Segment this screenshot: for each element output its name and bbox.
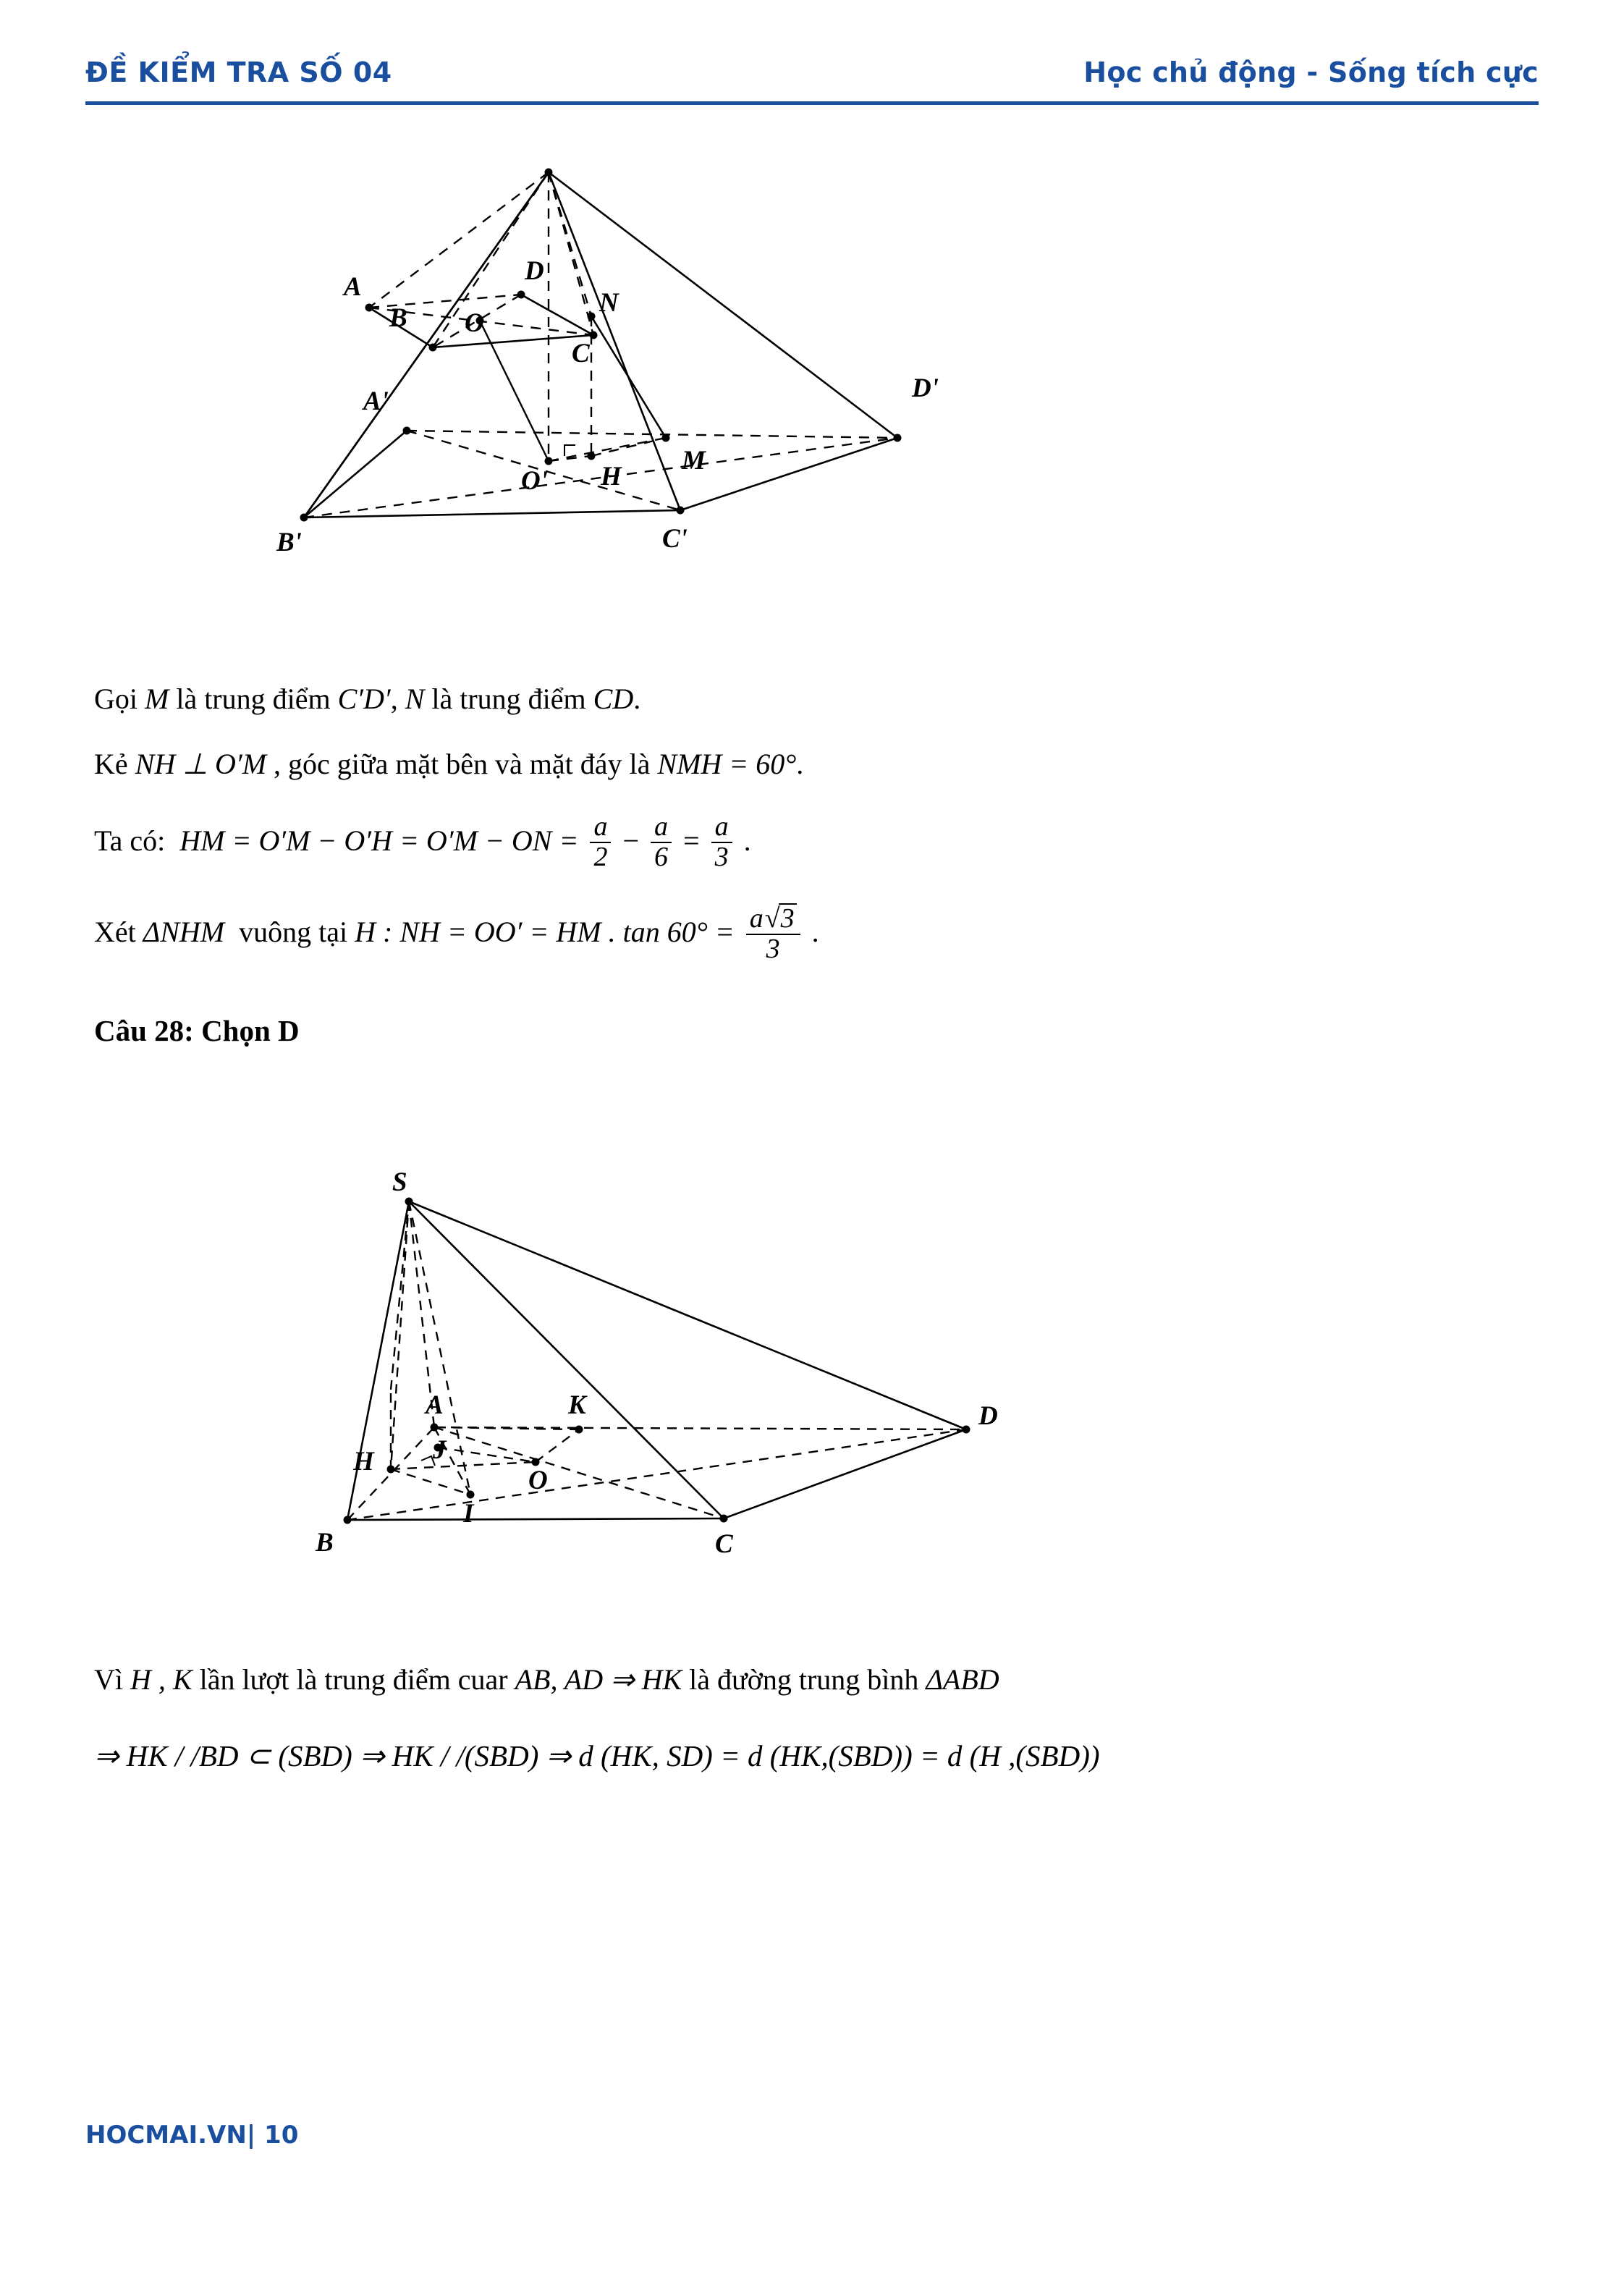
line5-text-c: là đường trung bình [689,1663,919,1696]
fraction-a-over-3 [711,813,732,872]
line2-text-a: Kẻ [94,748,128,780]
figure1-label-B-prime: B' [276,528,302,557]
figure1-label-B: B [389,303,407,333]
figure1-label-C-prime: C' [662,524,688,554]
figure1-label-A-prime: A' [363,386,389,416]
fraction-a-over-6-numerator: a [651,813,672,843]
figure1-label-N: N [599,288,619,318]
figure2-label-S: S [392,1167,407,1197]
line1-text-d: là trung điểm [431,683,586,715]
fraction-a-over-6 [651,813,672,872]
figure2-label-K: K [568,1390,586,1420]
line4-text-a: Xét [94,916,136,949]
header-exam-title: ĐỀ KIỂM TRA SỐ 04 [85,56,392,88]
line1-seg-cd: CD [593,683,634,715]
line1-period: . [633,683,641,715]
page-header [85,56,1539,119]
paragraph-line-4 [94,905,819,966]
line4-period: . [811,916,819,949]
header-divider [85,101,1539,105]
line5-expr-abad: AB, AD ⇒ HK [515,1663,682,1696]
fraction-a-sqrt3-numerator [746,903,800,935]
paragraph-line-6: ⇒ HK / /BD ⊂ (SBD) ⇒ HK / /(SBD) ⇒ d (HK, SD) = d (HK,(SBD)) = d (H ,(SBD)) [94,1739,1100,1772]
figure1-label-H: H [601,462,622,491]
header-slogan: Học chủ động - Sống tích cực [1083,56,1539,88]
fraction-a-over-2-numerator: a [590,813,611,843]
figure2-label-B: B [316,1528,334,1558]
line1-text-b: là trung điểm [176,683,331,715]
figure2-label-I: I [463,1499,474,1529]
sqrt-radicand: 3 [779,903,797,934]
fraction-a-over-3-numerator: a [711,813,732,843]
fraction-a-over-2 [590,813,611,872]
paragraph-line-5 [94,1661,999,1699]
fraction-a-sqrt3-over-3 [746,903,800,964]
line2-text-b: , góc giữa mặt bên và mặt đáy là [274,748,651,780]
line5-triangle-abd: ΔABD [926,1663,999,1696]
page-footer: HOCMAI.VN| 10 [85,2121,299,2150]
figure-pyramid-sabcd [311,1167,1107,1628]
line1-text-a: Gọi [94,683,138,715]
sqrt-icon: √ [764,903,780,934]
fraction-a-sqrt3-denominator: 3 [766,933,780,964]
line5-vars-hk: H , K [130,1663,193,1696]
paragraph-line-1 [94,680,640,718]
line3-minus: − [622,824,639,858]
line5-text-a: Vì [94,1663,123,1696]
figure1-label-D: D [525,256,544,286]
fraction-a-over-2-denominator: 2 [593,841,608,872]
line1-seg-cdprime: C′D′ [337,683,391,715]
sqrt-symbol-group [764,903,797,934]
figure1-label-O: O [465,308,484,338]
figure1-label-M: M [682,446,706,476]
line3-equals: = [683,824,700,858]
figure-prism-pyramid-svg [275,127,1129,648]
figure2-label-D: D [978,1401,998,1431]
figure1-label-O-prime: O' [521,466,548,496]
fraction-a-over-6-denominator: 6 [654,841,668,872]
line1-var-n: N [405,683,425,715]
line5-text-b: lần lượt là trung điểm cuar [199,1663,508,1696]
line3-expression: HM = O′M − O′H = O′M − ON = [179,824,579,858]
figure2-label-J: J [433,1435,447,1465]
question-28-heading: Câu 28: Chọn D [94,1014,300,1047]
fraction-a-over-3-denominator: 3 [714,841,729,872]
figure2-label-O: O [528,1466,548,1495]
line3-text-a: Ta có: [94,824,166,858]
figure2-label-H: H [353,1447,374,1476]
line1-comma: , [390,683,398,715]
figure1-label-A: A [344,272,362,302]
paragraph-line-2 [94,745,803,783]
line4-text-b: vuông tại [239,916,348,949]
line3-period: . [743,824,751,858]
line2-period: . [796,748,804,780]
figure-prism-pyramid [275,127,1129,648]
line4-expression: H : NH = OO′ = HM . tan 60° = [355,916,735,949]
figure2-label-A: A [426,1390,444,1420]
line4-triangle-nhm: ΔNHM [143,916,225,949]
line2-angle-value: NMH = 60° [657,748,797,780]
line1-var-m: M [145,683,169,715]
figure1-label-D-prime: D' [912,373,939,403]
line2-expr-perp: NH ⊥ O′M [135,748,267,780]
paragraph-line-3 [94,811,751,874]
numerator-a: a [749,903,764,934]
figure1-label-C: C [572,339,590,368]
figure2-label-C: C [715,1529,733,1559]
